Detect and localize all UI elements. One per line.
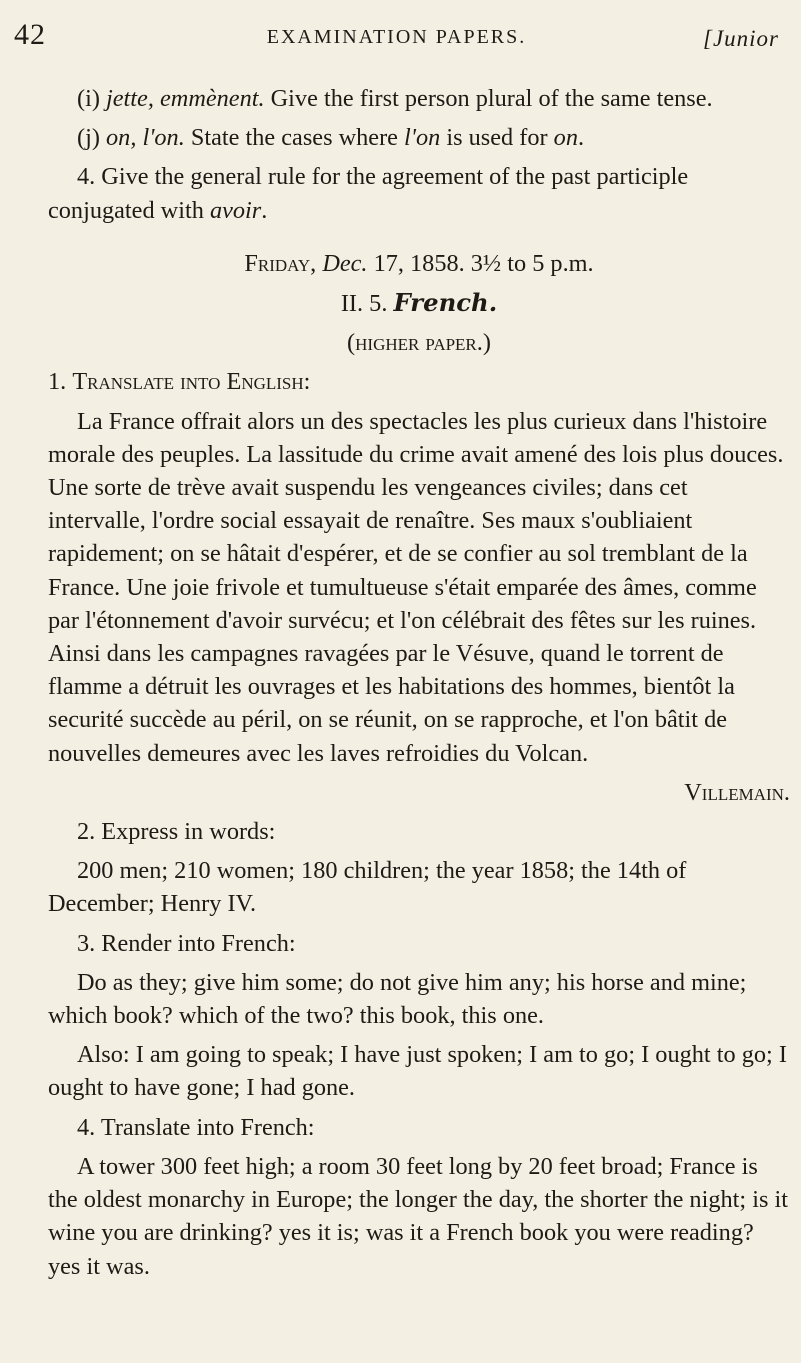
question-4-previous: 4. Give the general rule for the agreement of the past participle conjugated with avoir. xyxy=(48,163,689,224)
question-j: (j) on, l'on. State the cases where l'on is used for on. xyxy=(77,124,585,152)
translation-passage: La France offrait alors un des spectacles les plus curieux dans l'histoire morale des peuples. La lassitude du crime avait amené des lois plus douces. Une sorte de trève avait suspendu les vengeances civiles; dans cet intervalle, l'ordre social essayait de renaître. Ses maux s'oubliaient rapidement; on se hâtait d'espérer, et de se confier au sol tremblant de la France. Une joie frivole et tumultueuse s'était emparée des âmes, comme par l'étonnement d'avoir survécu; et l'on célébrait des fêtes sur les ruines. Ainsi dans les campagnes ravagées par le Vésuve, quand le torrent de flamme a détruit les ouvrages et les habitations des hommes, bientôt la securité succède au péril, on se réunit, on se rapproche, et l'on bâtit de nouvelles demeures avec les laves refroidies du Volcan. xyxy=(48,407,784,767)
question-4-heading: 4. Translate into French: xyxy=(77,1113,315,1141)
page-header xyxy=(14,18,779,58)
question-2-heading: 2. Express in words: xyxy=(77,818,276,846)
question-i: (i) jette, emmènent. Give the first person plural of the same tense. xyxy=(77,85,713,112)
running-title: EXAMINATION PAPERS. xyxy=(266,26,527,48)
page-number: 42 xyxy=(14,18,46,51)
question-4-text: A tower 300 feet high; a room 30 feet long by 20 feet broad; France is the oldest monarchy in Europe; the longer the day, the shorter the night; is it wine you are drinking? yes it is; was it a French book you were reading? yes it was. xyxy=(48,1152,788,1280)
question-1-heading: 1. Translate into English: xyxy=(48,368,311,396)
passage-author: Villemain. xyxy=(684,778,790,806)
question-i-words: jette, emmènent. xyxy=(106,85,265,112)
paper-level: (higher paper.) xyxy=(347,329,491,357)
question-3-also: Also: I am going to speak; I have just spoken; I am to go; I ought to go; I ought to have gone; I had gone. xyxy=(48,1041,787,1102)
question-3-heading: 3. Render into French: xyxy=(77,929,296,957)
exam-date: Friday, Dec. 17, 1858. 3½ to 5 p.m. xyxy=(244,249,594,277)
page-body xyxy=(48,82,790,1289)
question-2-text: 200 men; 210 women; 180 children; the year 1858; the 14th of December; Henry IV. xyxy=(48,857,687,918)
question-3-text: Do as they; give him some; do not give him any; his horse and mine; which book? which of the two? this book, this one. xyxy=(48,968,747,1030)
subject-title: French. xyxy=(393,288,498,318)
section-label: [Junior xyxy=(703,26,779,51)
paper-title: II. 5. French. xyxy=(340,288,498,318)
